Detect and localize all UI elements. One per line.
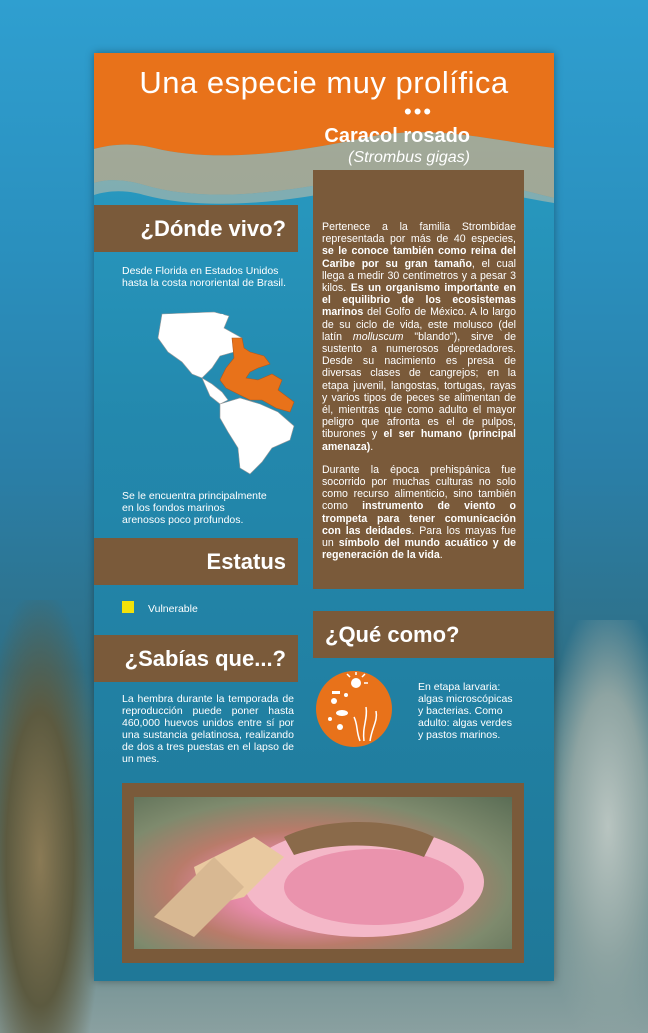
sabias-heading: ¿Sabías que...?: [94, 635, 298, 682]
habitat-text: Se le encuentra principalmente en los fondos marinos arenosos poco profundos.: [122, 490, 267, 526]
page-title: Una especie muy prolífica: [139, 65, 509, 100]
main-paragraph-1: Pertenece a la familia Strombidae representada por más de 40 especies, se le conoce también como reina del Caribe por su gran tamaño, el cual llega a medir 30 centímetros y a pesar 3 kilos. Es un organismo importante en el equilibrio de los ecosistemas marinos del Golfo de México. A lo largo de su ciclo de vida, este molusco (del latín molluscum "blando"), sirve de sustento a numerosos depredadores. Desde su nacimiento es presa de diversas clases de cangrejos; en la etapa juvenil, langostas, tortugas, rayas y varios tipos de peces se alimentan de él, mientras que como adulto el mayor peligro que afronta es el de pulpos, tiburones y el ser humano (principal amenaza).: [322, 221, 516, 453]
info-panel: [94, 53, 554, 981]
food-icon: [316, 671, 392, 747]
sabias-text: La hembra durante la temporada de reproducción puede poner hasta 460,000 huevos unidos entre sí por una sustancia gelatinosa, realizando de dos a tres puestas en el lapso de un mes.: [122, 693, 294, 765]
donde-vivo-heading: ¿Dónde vivo?: [94, 205, 298, 252]
ellipsis-dots: •••: [404, 99, 434, 124]
coral-left-decoration: [0, 600, 100, 1033]
coral-right-decoration: [548, 620, 648, 1033]
estatus-heading: Estatus: [94, 538, 298, 585]
species-name: Caracol rosado: [324, 125, 470, 147]
status-label: Vulnerable: [148, 603, 198, 615]
range-text: Desde Florida en Estados Unidos hasta la costa nororiental de Brasil.: [122, 265, 287, 289]
conch-photo: [134, 797, 512, 949]
food-text: En etapa larvaria: algas microscópicas y bacterias. Como adulto: algas verdes y pastos marinos.: [418, 681, 513, 741]
que-como-heading: ¿Qué como?: [313, 611, 554, 658]
main-paragraph-2: Durante la época prehispánica fue socorrido por muchas culturas no solo como recurso alimenticio, sino también como instrumento de viento o trompeta para tener comunicación con las deidades. Para los mayas fue un símbolo del mundo acuático y de regeneración de la vida.: [322, 463, 516, 562]
status-swatch: [122, 601, 134, 613]
americas-map: [154, 308, 304, 478]
main-text: [322, 221, 516, 572]
scientific-name: (Strombus gigas): [348, 149, 470, 166]
